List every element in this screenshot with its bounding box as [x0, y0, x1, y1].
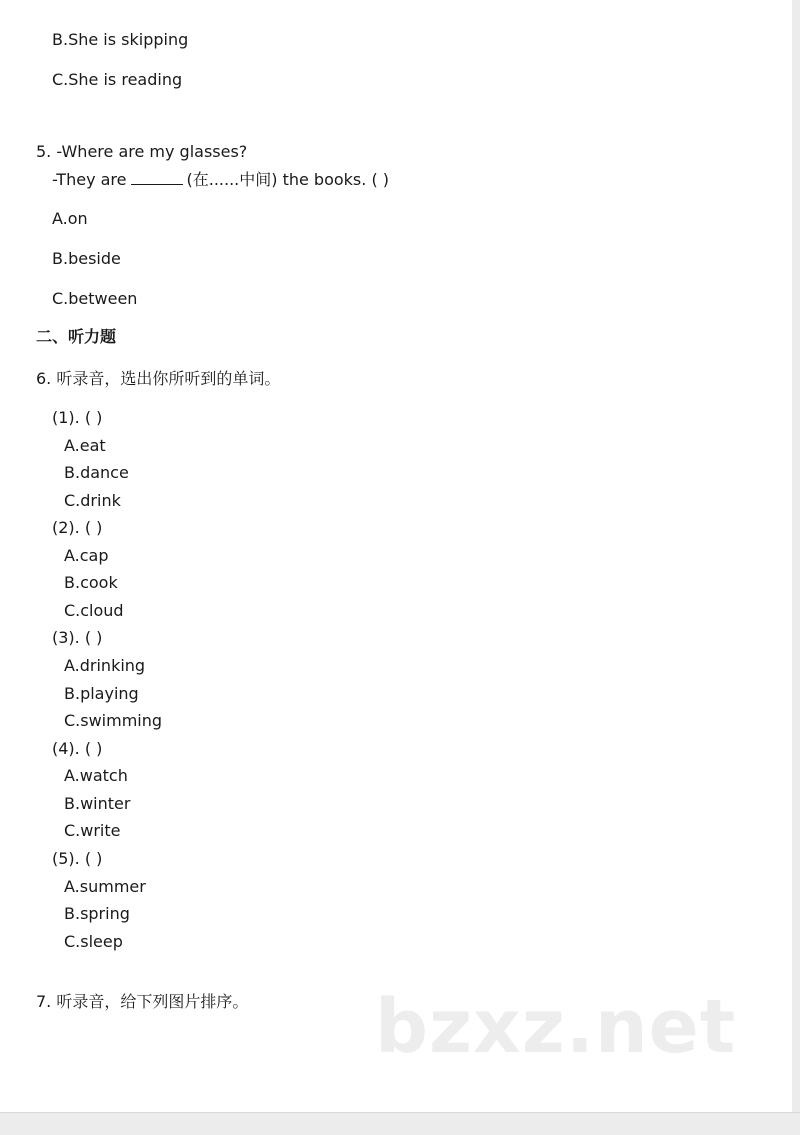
q6-item-4-option-a: A.watch	[64, 766, 128, 785]
q6-item-3-label: (3). ( )	[52, 628, 103, 647]
q5-answer-prefix: -They are	[52, 170, 127, 189]
q6-item-3-option-c: C.swimming	[64, 711, 163, 730]
q5-answer-blank	[131, 170, 183, 185]
page-edge-bottom	[0, 1112, 800, 1135]
q4-option-c: C.She is reading	[52, 70, 183, 89]
q5-option-c: C.between	[52, 289, 138, 308]
section-2-title: 二、听力题	[36, 327, 117, 346]
q6-item-5-option-b: B.spring	[64, 904, 130, 923]
q7-stem: 7. 听录音，给下列图片排序。	[36, 992, 249, 1011]
q5-option-a: A.on	[52, 209, 88, 228]
q6-item-1-option-b: B.dance	[64, 463, 129, 482]
q5-answer-suffix: (在......中间) the books. ( )	[186, 170, 390, 189]
q6-item-4-option-c: C.write	[64, 821, 121, 840]
watermark: bzxz.net	[375, 984, 737, 1070]
q6-item-2-option-a: A.cap	[64, 546, 109, 565]
q4-option-b: B.She is skipping	[52, 30, 189, 49]
q6-item-5-option-a: A.summer	[64, 877, 146, 896]
q5-option-b: B.beside	[52, 249, 121, 268]
q6-item-3-option-a: A.drinking	[64, 656, 146, 675]
page-edge-right	[792, 0, 800, 1134]
q6-item-4-option-b: B.winter	[64, 794, 131, 813]
q6-item-1-option-c: C.drink	[64, 491, 121, 510]
q5-stem: 5. -Where are my glasses?	[36, 142, 248, 161]
q6-item-2-option-c: C.cloud	[64, 601, 124, 620]
q6-item-5-label: (5). ( )	[52, 849, 103, 868]
q6-item-1-option-a: A.eat	[64, 436, 106, 455]
q6-item-2-label: (2). ( )	[52, 518, 103, 537]
q6-item-5-option-c: C.sleep	[64, 932, 123, 951]
q6-item-3-option-b: B.playing	[64, 684, 139, 703]
q6-item-2-option-b: B.cook	[64, 573, 118, 592]
q6-item-4-label: (4). ( )	[52, 739, 103, 758]
q5-answer-line	[52, 170, 389, 190]
q6-item-1-label: (1). ( )	[52, 408, 103, 427]
q6-stem: 6. 听录音，选出你所听到的单词。	[36, 369, 281, 388]
